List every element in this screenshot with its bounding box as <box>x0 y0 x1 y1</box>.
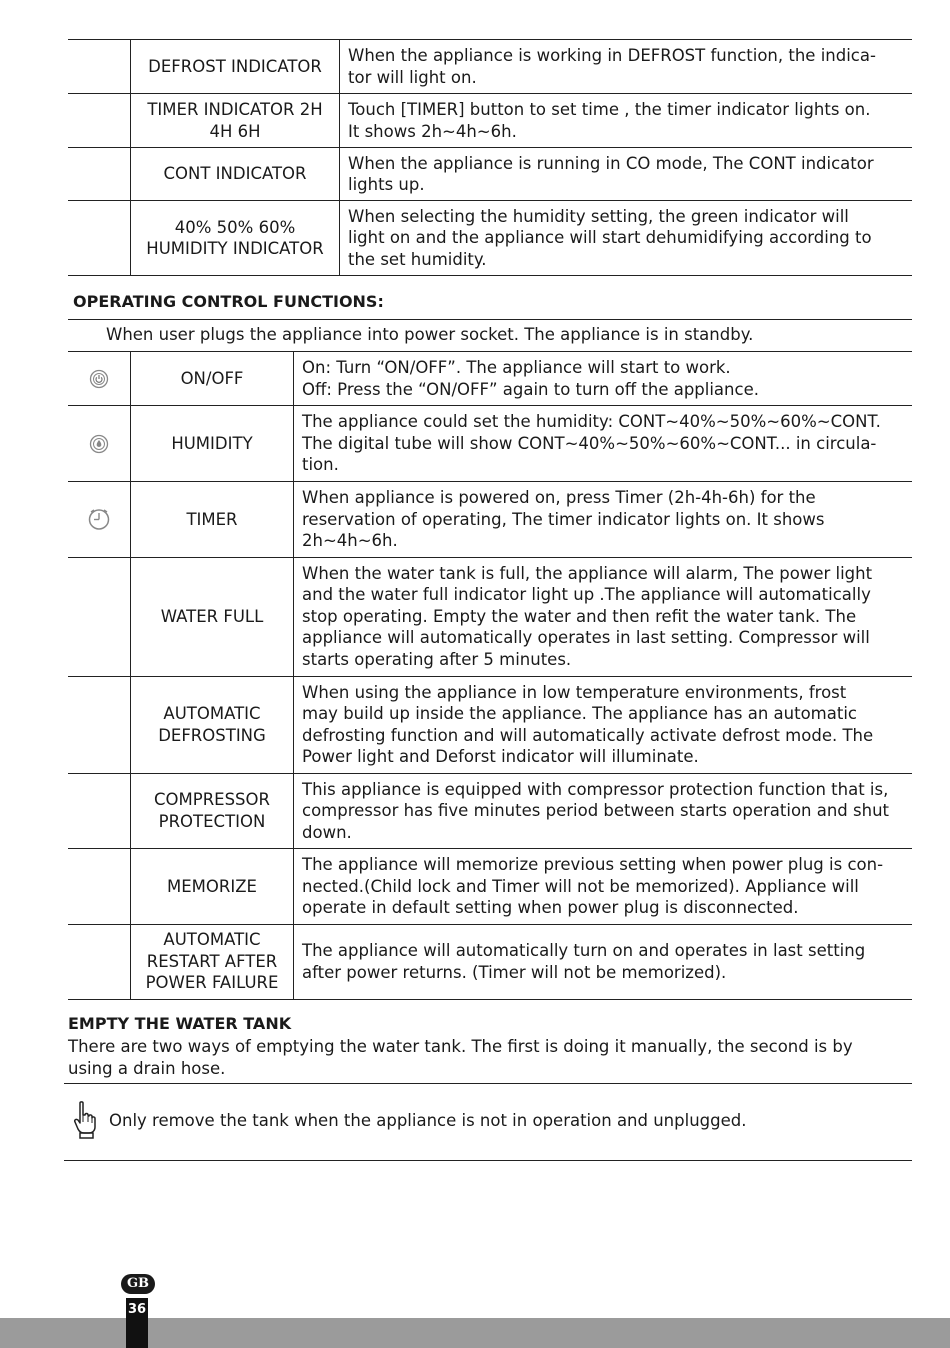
function-description: When appliance is powered on, press Timer (2h-4h-6h) for the reservation of operating, The timer indicator lights on. It shows 2h~4h~6h. <box>294 482 913 558</box>
indicator-label: DEFROST INDICATOR <box>131 40 340 94</box>
icon-cell <box>68 352 131 406</box>
function-label: AUTOMATIC RESTART AFTER POWER FAILURE <box>131 924 294 999</box>
standby-text: When user plugs the appliance into power socket. The appliance is in standby. <box>106 325 754 344</box>
table-row <box>68 482 912 558</box>
standby-line <box>68 319 912 351</box>
table-row <box>68 148 912 201</box>
icon-cell <box>68 849 131 925</box>
icon-cell <box>68 40 131 94</box>
function-label: WATER FULL <box>131 557 294 676</box>
indicators-table <box>68 39 912 276</box>
function-description: The appliance could set the humidity: CONT~40%~50%~60%~CONT. The digital tube will show CONT~40%~50%~60%~CONT... in circula- tion. <box>294 406 913 482</box>
table-row <box>68 676 912 773</box>
icon-cell <box>68 482 131 558</box>
icon-cell <box>68 773 131 849</box>
function-label: MEMORIZE <box>131 849 294 925</box>
note-box <box>64 1083 912 1161</box>
note-text: Only remove the tank when the appliance is not in operation and unplugged. <box>109 1111 747 1130</box>
empty-tank-title: EMPTY THE WATER TANK <box>68 1014 292 1033</box>
icon-cell <box>68 924 131 999</box>
page-number: 36 <box>126 1298 148 1348</box>
table-row <box>68 849 912 925</box>
timer-clock-icon <box>87 507 111 531</box>
function-description: This appliance is equipped with compressor protection function that is, compressor has five minutes period between starts operation and shut down. <box>294 773 913 849</box>
power-icon <box>89 369 109 389</box>
language-badge: GB <box>121 1274 155 1294</box>
empty-tank-text: There are two ways of emptying the water tank. The first is doing it manually, the second is by using a drain hose. <box>68 1037 853 1078</box>
function-label: AUTOMATIC DEFROSTING <box>131 676 294 773</box>
humidity-drop-icon <box>89 434 109 454</box>
function-description: The appliance will automatically turn on and operates in last setting after power returns. (Timer will not be memorized). <box>294 924 913 999</box>
function-description: When the water tank is full, the appliance will alarm, The power light and the water full indicator light up .The appliance will automatically stop operating. Empty the water and then refit the water tank. The appliance will automatically operates in last setting. Compressor will starts operating after 5 minutes. <box>294 557 913 676</box>
icon-cell <box>68 557 131 676</box>
pointing-hand-icon <box>72 1100 98 1140</box>
function-description: On: Turn “ON/OFF”. The appliance will start to work. Off: Press the “ON/OFF” again to turn off the appliance. <box>294 352 913 406</box>
function-label: TIMER <box>131 482 294 558</box>
function-label: ON/OFF <box>131 352 294 406</box>
icon-cell <box>68 201 131 276</box>
function-description: The appliance will memorize previous setting when power plug is con- nected.(Child lock and Timer will not be memorized). Appliance will operate in default setting when power plug is disconnected. <box>294 849 913 925</box>
indicator-label: 40% 50% 60% HUMIDITY INDICATOR <box>131 201 340 276</box>
table-row <box>68 40 912 94</box>
indicator-label: TIMER INDICATOR 2H 4H 6H <box>131 94 340 148</box>
table-row <box>68 773 912 849</box>
function-label: HUMIDITY <box>131 406 294 482</box>
indicator-description: When the appliance is running in CO mode, The CONT indicator lights up. <box>340 148 913 201</box>
indicator-description: When the appliance is working in DEFROST function, the indica- tor will light on. <box>340 40 913 94</box>
icon-cell <box>68 148 131 201</box>
icon-cell <box>68 94 131 148</box>
functions-table <box>68 351 912 1000</box>
function-description: When using the appliance in low temperature environments, frost may build up inside the appliance. The appliance has an automatic defrosting function and will automatically activate defrost mode. The Power light and Deforst indicator will illuminate. <box>294 676 913 773</box>
table-row <box>68 557 912 676</box>
table-row <box>68 201 912 276</box>
operating-section-title: OPERATING CONTROL FUNCTIONS: <box>73 292 384 311</box>
icon-cell <box>68 406 131 482</box>
indicator-label: CONT INDICATOR <box>131 148 340 201</box>
indicator-description: Touch [TIMER] button to set time , the timer indicator lights on. It shows 2h~4h~6h. <box>340 94 913 148</box>
table-row <box>68 924 912 999</box>
table-row <box>68 406 912 482</box>
function-label: COMPRESSOR PROTECTION <box>131 773 294 849</box>
indicator-description: When selecting the humidity setting, the green indicator will light on and the appliance will start dehumidifying according to the set humidity. <box>340 201 913 276</box>
icon-cell <box>68 676 131 773</box>
table-row <box>68 352 912 406</box>
table-row <box>68 94 912 148</box>
